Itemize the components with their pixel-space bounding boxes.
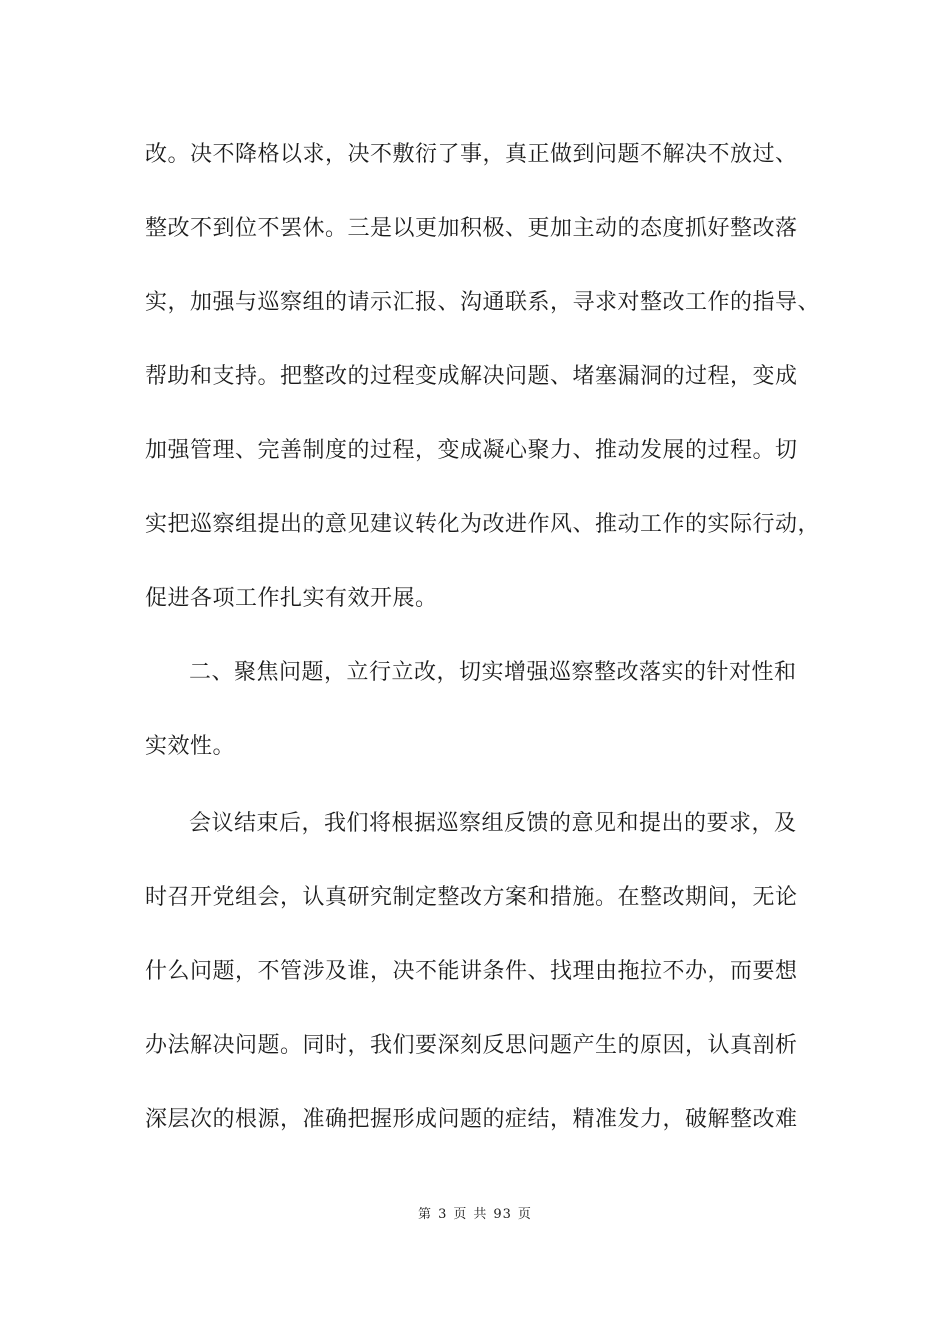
footer-current-page: 3	[438, 1207, 448, 1222]
paragraph-line: 加强管理、完善制度的过程，变成凝心聚力、推动发展的过程。切	[145, 438, 798, 463]
footer-suffix: 页	[517, 1207, 532, 1222]
footer-total-word: 共	[473, 1207, 488, 1222]
paragraph-line: 改。决不降格以求，决不敷衍了事，真正做到问题不解决不放过、	[145, 142, 798, 167]
paragraph-line: 时召开党组会，认真研究制定整改方案和措施。在整改期间，无论	[145, 885, 798, 910]
footer-prefix: 第	[418, 1207, 433, 1222]
paragraph-line: 整改不到位不罢休。三是以更加积极、更加主动的态度抓好整改落	[145, 216, 798, 241]
section-heading-line: 二、聚焦问题，立行立改，切实增强巡察整改落实的针对性和	[189, 660, 797, 685]
section-heading-line: 实效性。	[145, 734, 236, 759]
paragraph-line: 促进各项工作扎实有效开展。	[145, 586, 438, 611]
paragraph-line: 办法解决问题。同时，我们要深刻反思问题产生的原因，认真剖析	[145, 1033, 798, 1058]
footer-total-pages: 93	[493, 1207, 512, 1222]
page-footer	[0, 1206, 950, 1224]
paragraph-line: 实把巡察组提出的意见建议转化为改进作风、推动工作的实际行动，	[145, 512, 821, 537]
paragraph-line: 深层次的根源，准确把握形成问题的症结，精准发力，破解整改难	[145, 1107, 798, 1132]
paragraph-line: 实，加强与巡察组的请示汇报、沟通联系，寻求对整改工作的指导、	[145, 290, 821, 315]
footer-page-word: 页	[453, 1207, 468, 1222]
paragraph-line: 会议结束后，我们将根据巡察组反馈的意见和提出的要求，及	[189, 811, 797, 836]
paragraph-line: 什么问题，不管涉及谁，决不能讲条件、找理由拖拉不办，而要想	[145, 959, 798, 984]
paragraph-line: 帮助和支持。把整改的过程变成解决问题、堵塞漏洞的过程，变成	[145, 364, 798, 389]
